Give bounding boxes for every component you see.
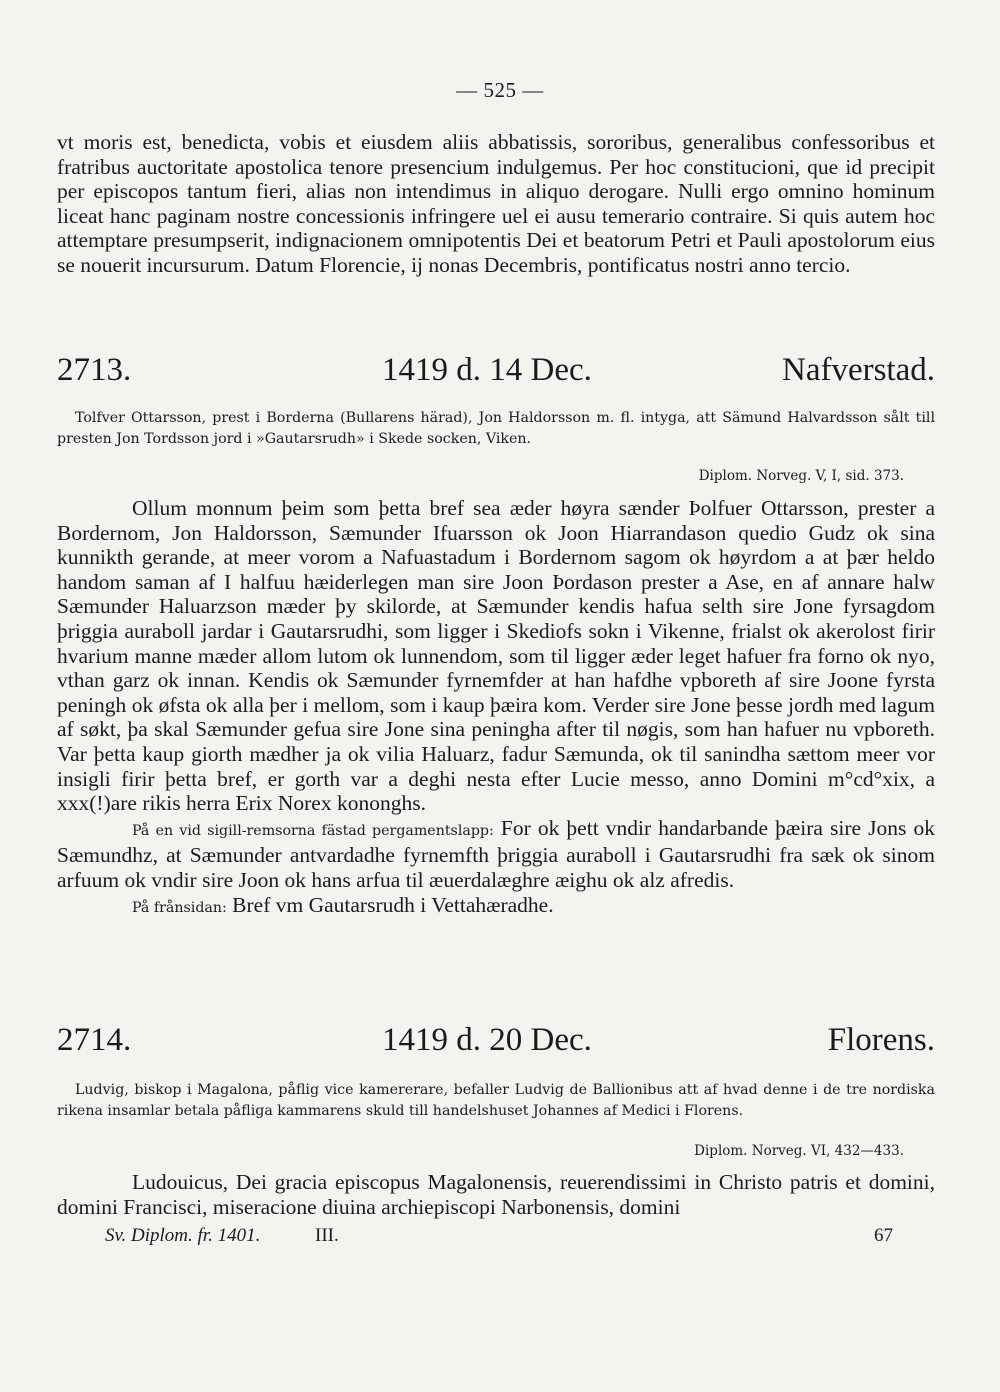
footer-signature: Sv. Diplom. fr. 1401. <box>105 1225 261 1246</box>
continuation-text <box>57 130 935 278</box>
seal-note-text: For ok þett vndir handarbande þæira sire Jons ok Sæmundhz, at Sæmunder antvardadhe fyrnemfth þriggia auraboll i Gautarsrudhi fra sæk ok sinom arfuum ok vndir sire Joon ok hans arfua til æuerdalæghre æighu ok alz afredis. <box>57 815 935 892</box>
entry-source: Diplom. Norveg. VI, 432—433. <box>694 1143 904 1159</box>
entry-summary: Ludvig, biskop i Magalona, påflig vice kamererare, befaller Ludvig de Ballionibus att af hvad denne i de tre nordiska rikena insamlar betala påfliga kammarens skuld till handelshuset Johannes af Medici i Florens. <box>57 1082 935 1119</box>
footer-sheet: 67 <box>874 1225 893 1246</box>
entry-date: 1419 d. 14 Dec. <box>382 352 592 388</box>
continuation-paragraph: vt moris est, benedicta, vobis et eiusdem aliis abbatissis, sororibus, generalibus confessoribus et fratribus auctoritate apostolica tenore presencium indulgemus. Per hoc constitucioni, que id precipit per episcopos tantum fieri, alias non intendimus in aliquo derogare. Nulli ergo omnino hominum liceat hanc paginam nostre concessionis infringere uel ei ausu temerario contraire. Si quis autem hoc attemptare presumpserit, indignacionem omnipotentis Dei et beatorum Petri et Pauli apostolorum eius se nouerit incursurum. Datum Florencie, ij nonas Decembris, pontificatus nostri anno tercio. <box>57 130 935 277</box>
seal-note-label: På en vid sigill-remsorna fästad pergamentslapp: <box>132 822 494 839</box>
entry-text-paragraph: Ollum monnum þeim som þetta bref sea æder høyra sænder Þolfuer Ottarsson, prester a Bordernom, Jon Haldorsson, Sæmunder Ifuarsson ok Joon Hiarrandason quedio Gudz ok sina kunnikth gerande, at meer vorom a Nafuastadum i Bordernom sagom ok høyrdom a at þær heldo handom saman af I halfuu hæiderlegen man sire Joon Þordason prester a Ase, en af annare halw Sæmunder Haluarzson mæder þy skilorde, at Sæmunder kendis hafua selth sire Jone fyrsagdom þriggia auraboll jardar i Gautarsrudhi, som ligger i Skediofs sokn i Vikenne, frialst ok akerolost firir hvarium manne mæder allom lutom ok lunnendom, som til ligger æder leget hafuer fra forno ok nyo, vthan garz ok innan. Kendis ok Sæmunder fyrnemfder at han hafdhe vpboreth af sire Joone fyrsta peningh ok øfsta ok alla þer i mellom, som i kaup þæira kom. Verder sire Jone þesse jordh med lagum af søkt, þa skal Sæmunder gefua sire Jone sina peningha after til nøgis, som han hafuer nu vpboreth. Var þetta kaup giorth mædher ja ok vilia Haluarz, fadur Sæmunda, ok til sanindha sættom meer vor insigli firir þetta bref, er gorth var a deghi nesta efter Lucie messo, anno Domini m°cd°xix, a xxx(!)are rikis herra Erix Norex kononghs. <box>57 496 935 816</box>
entry-text <box>57 496 935 920</box>
seal-note <box>57 816 935 893</box>
entry-heading <box>57 350 935 390</box>
entry-text <box>57 1170 935 1219</box>
entry-place: Florens. <box>827 1022 935 1058</box>
entry-summary: Tolfver Ottarsson, prest i Borderna (Bullarens härad), Jon Haldorsson m. fl. intyga, att Sämund Halvardsson sålt till presten Jon Tordsson jord i »Gautarsrudh» i Skede socken, Viken. <box>57 410 935 447</box>
entry-number: 2713. <box>57 352 132 388</box>
dorse-note-label: På frånsidan: <box>132 899 227 916</box>
page-number: — 525 — <box>456 78 544 102</box>
page-footer <box>57 1225 935 1249</box>
footer-volume: III. <box>315 1225 339 1246</box>
entry-text-paragraph: Ludouicus, Dei gracia episcopus Magalonensis, reuerendissimi in Christo patris et domini, domini Francisci, miseracione diuina archiepiscopi Narbonensis, domini <box>57 1170 935 1219</box>
entry-heading <box>57 1020 935 1060</box>
entry-source: Diplom. Norveg. V, I, sid. 373. <box>698 468 904 484</box>
entry-number: 2714. <box>57 1022 132 1058</box>
entry-place: Nafverstad. <box>781 352 935 388</box>
dorse-note-text: Bref vm Gautarsrudh i Vettahæradhe. <box>232 892 554 917</box>
dorse-note <box>57 893 935 921</box>
entry-date: 1419 d. 20 Dec. <box>382 1022 592 1058</box>
